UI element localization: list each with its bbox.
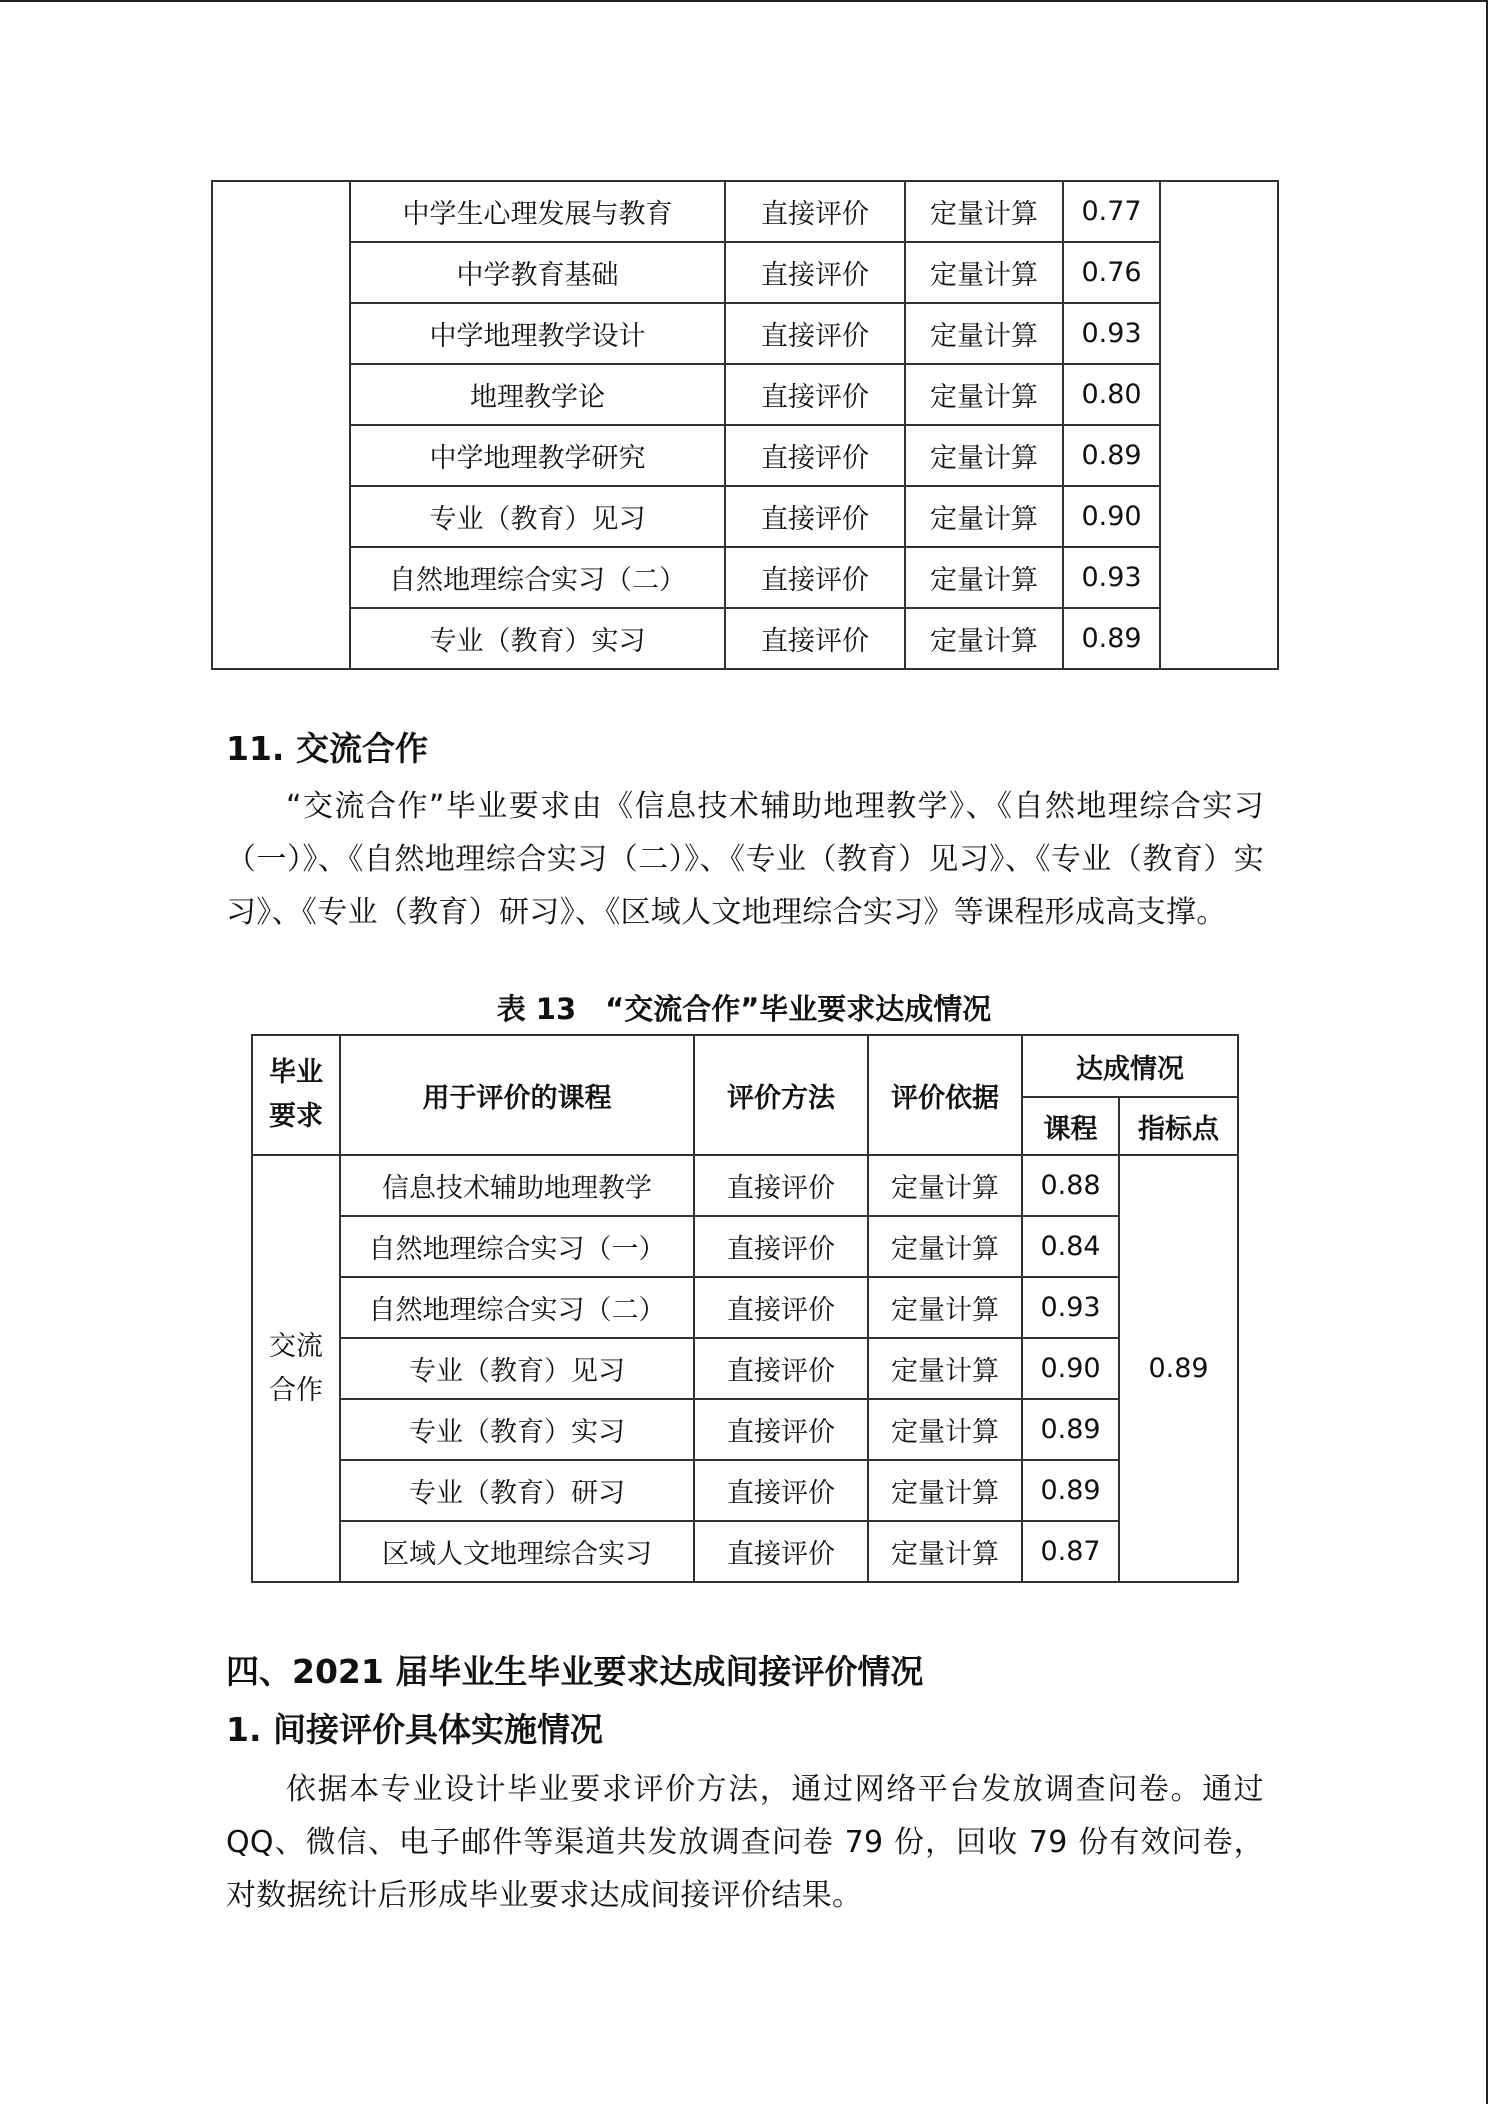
evaluation-basis: 定量计算 <box>868 1521 1022 1582</box>
requirement-name: 交流合作 <box>269 1330 323 1406</box>
evaluation-basis: 定量计算 <box>905 547 1063 608</box>
evaluation-basis: 定量计算 <box>905 242 1063 303</box>
header-method: 评价方法 <box>694 1035 868 1155</box>
header-course: 用于评价的课程 <box>340 1035 694 1155</box>
evaluation-basis: 定量计算 <box>905 608 1063 669</box>
table-row <box>252 1338 1238 1399</box>
evaluation-method: 直接评价 <box>725 303 905 364</box>
evaluation-method: 直接评价 <box>694 1460 868 1521</box>
course-name: 中学生心理发展与教育 <box>350 181 725 242</box>
course-score: 0.84 <box>1022 1216 1119 1277</box>
indicator-value: 0.89 <box>1119 1155 1238 1582</box>
course-name: 中学教育基础 <box>350 242 725 303</box>
requirement-cell-empty <box>212 181 350 669</box>
evaluation-basis: 定量计算 <box>905 181 1063 242</box>
course-score: 0.90 <box>1022 1338 1119 1399</box>
table-12-continued <box>211 180 1279 670</box>
course-score: 0.93 <box>1022 1277 1119 1338</box>
table-13-caption: 表 13 “交流合作”毕业要求达成情况 <box>496 992 992 1026</box>
header-course-score: 课程 <box>1022 1097 1119 1155</box>
course-score: 0.80 <box>1063 364 1160 425</box>
course-name: 专业（教育）见习 <box>350 486 725 547</box>
course-score: 0.90 <box>1063 486 1160 547</box>
table-row <box>252 1399 1238 1460</box>
course-name: 信息技术辅助地理教学 <box>340 1155 694 1216</box>
section-11-paragraph: “交流合作”毕业要求由《信息技术辅助地理教学》、《自然地理综合实习（一）》、《自然地理综合实习（二）》、《专业（教育）见习》、《专业（教育）实习》、《专业（教育）研习》、《区域人文地理综合实习》等课程形成高支撑。 <box>226 789 1264 930</box>
evaluation-method: 直接评价 <box>725 181 905 242</box>
evaluation-basis: 定量计算 <box>868 1460 1022 1521</box>
indicator-cell-empty <box>1160 181 1278 669</box>
evaluation-basis: 定量计算 <box>868 1155 1022 1216</box>
evaluation-basis: 定量计算 <box>868 1399 1022 1460</box>
section-4-subheading: 1. 间接评价具体实施情况 <box>226 1710 603 1749</box>
table-row <box>252 1155 1238 1216</box>
course-name: 专业（教育）实习 <box>340 1399 694 1460</box>
evaluation-basis: 定量计算 <box>868 1338 1022 1399</box>
evaluation-method: 直接评价 <box>725 547 905 608</box>
table-row <box>212 303 1278 364</box>
course-score: 0.89 <box>1022 1399 1119 1460</box>
course-score: 0.93 <box>1063 547 1160 608</box>
course-score: 0.89 <box>1063 425 1160 486</box>
table-row <box>212 242 1278 303</box>
evaluation-method: 直接评价 <box>694 1216 868 1277</box>
evaluation-basis: 定量计算 <box>905 425 1063 486</box>
table-row <box>252 1521 1238 1582</box>
table-row <box>252 1216 1238 1277</box>
evaluation-method: 直接评价 <box>694 1521 868 1582</box>
course-score: 0.88 <box>1022 1155 1119 1216</box>
evaluation-method: 直接评价 <box>725 608 905 669</box>
course-score: 0.89 <box>1022 1460 1119 1521</box>
evaluation-basis: 定量计算 <box>905 364 1063 425</box>
course-name: 区域人文地理综合实习 <box>340 1521 694 1582</box>
evaluation-method: 直接评价 <box>694 1338 868 1399</box>
header-requirement-text: 毕业要求 <box>269 1057 323 1132</box>
table-row <box>212 486 1278 547</box>
course-name: 自然地理综合实习（二） <box>340 1277 694 1338</box>
table-row <box>252 1277 1238 1338</box>
course-score: 0.93 <box>1063 303 1160 364</box>
requirement-cell <box>252 1155 340 1582</box>
table-row <box>212 608 1278 669</box>
evaluation-method: 直接评价 <box>725 486 905 547</box>
evaluation-basis: 定量计算 <box>868 1277 1022 1338</box>
evaluation-method: 直接评价 <box>725 425 905 486</box>
table-row <box>252 1460 1238 1521</box>
evaluation-basis: 定量计算 <box>905 486 1063 547</box>
course-name: 专业（教育）实习 <box>350 608 725 669</box>
table-13 <box>251 1034 1239 1583</box>
evaluation-method: 直接评价 <box>694 1399 868 1460</box>
course-name: 地理教学论 <box>350 364 725 425</box>
evaluation-basis: 定量计算 <box>868 1216 1022 1277</box>
course-score: 0.87 <box>1022 1521 1119 1582</box>
header-indicator: 指标点 <box>1119 1097 1238 1155</box>
evaluation-method: 直接评价 <box>694 1277 868 1338</box>
section-4-heading: 四、2021 届毕业生毕业要求达成间接评价情况 <box>226 1652 924 1691</box>
course-name: 专业（教育）研习 <box>340 1460 694 1521</box>
course-name: 专业（教育）见习 <box>340 1338 694 1399</box>
course-name: 中学地理教学设计 <box>350 303 725 364</box>
table-row <box>212 364 1278 425</box>
evaluation-method: 直接评价 <box>725 364 905 425</box>
table-row <box>212 425 1278 486</box>
course-score: 0.77 <box>1063 181 1160 242</box>
course-score: 0.76 <box>1063 242 1160 303</box>
header-basis: 评价依据 <box>868 1035 1022 1155</box>
table-row <box>212 181 1278 242</box>
course-name: 自然地理综合实习（二） <box>350 547 725 608</box>
section-4-paragraph: 依据本专业设计毕业要求评价方法，通过网络平台发放调查问卷。通过 QQ、微信、电子邮件等渠道共发放调查问卷 79 份，回收 79 份有效问卷，对数据统计后形成毕业要求达成间接评价结果。 <box>226 1772 1264 1913</box>
section-11-heading: 11. 交流合作 <box>226 729 428 768</box>
course-name: 自然地理综合实习（一） <box>340 1216 694 1277</box>
header-achievement: 达成情况 <box>1022 1035 1238 1097</box>
evaluation-method: 直接评价 <box>694 1155 868 1216</box>
course-name: 中学地理教学研究 <box>350 425 725 486</box>
evaluation-basis: 定量计算 <box>905 303 1063 364</box>
course-score: 0.89 <box>1063 608 1160 669</box>
header-requirement <box>252 1035 340 1155</box>
evaluation-method: 直接评价 <box>725 242 905 303</box>
table-row <box>212 547 1278 608</box>
